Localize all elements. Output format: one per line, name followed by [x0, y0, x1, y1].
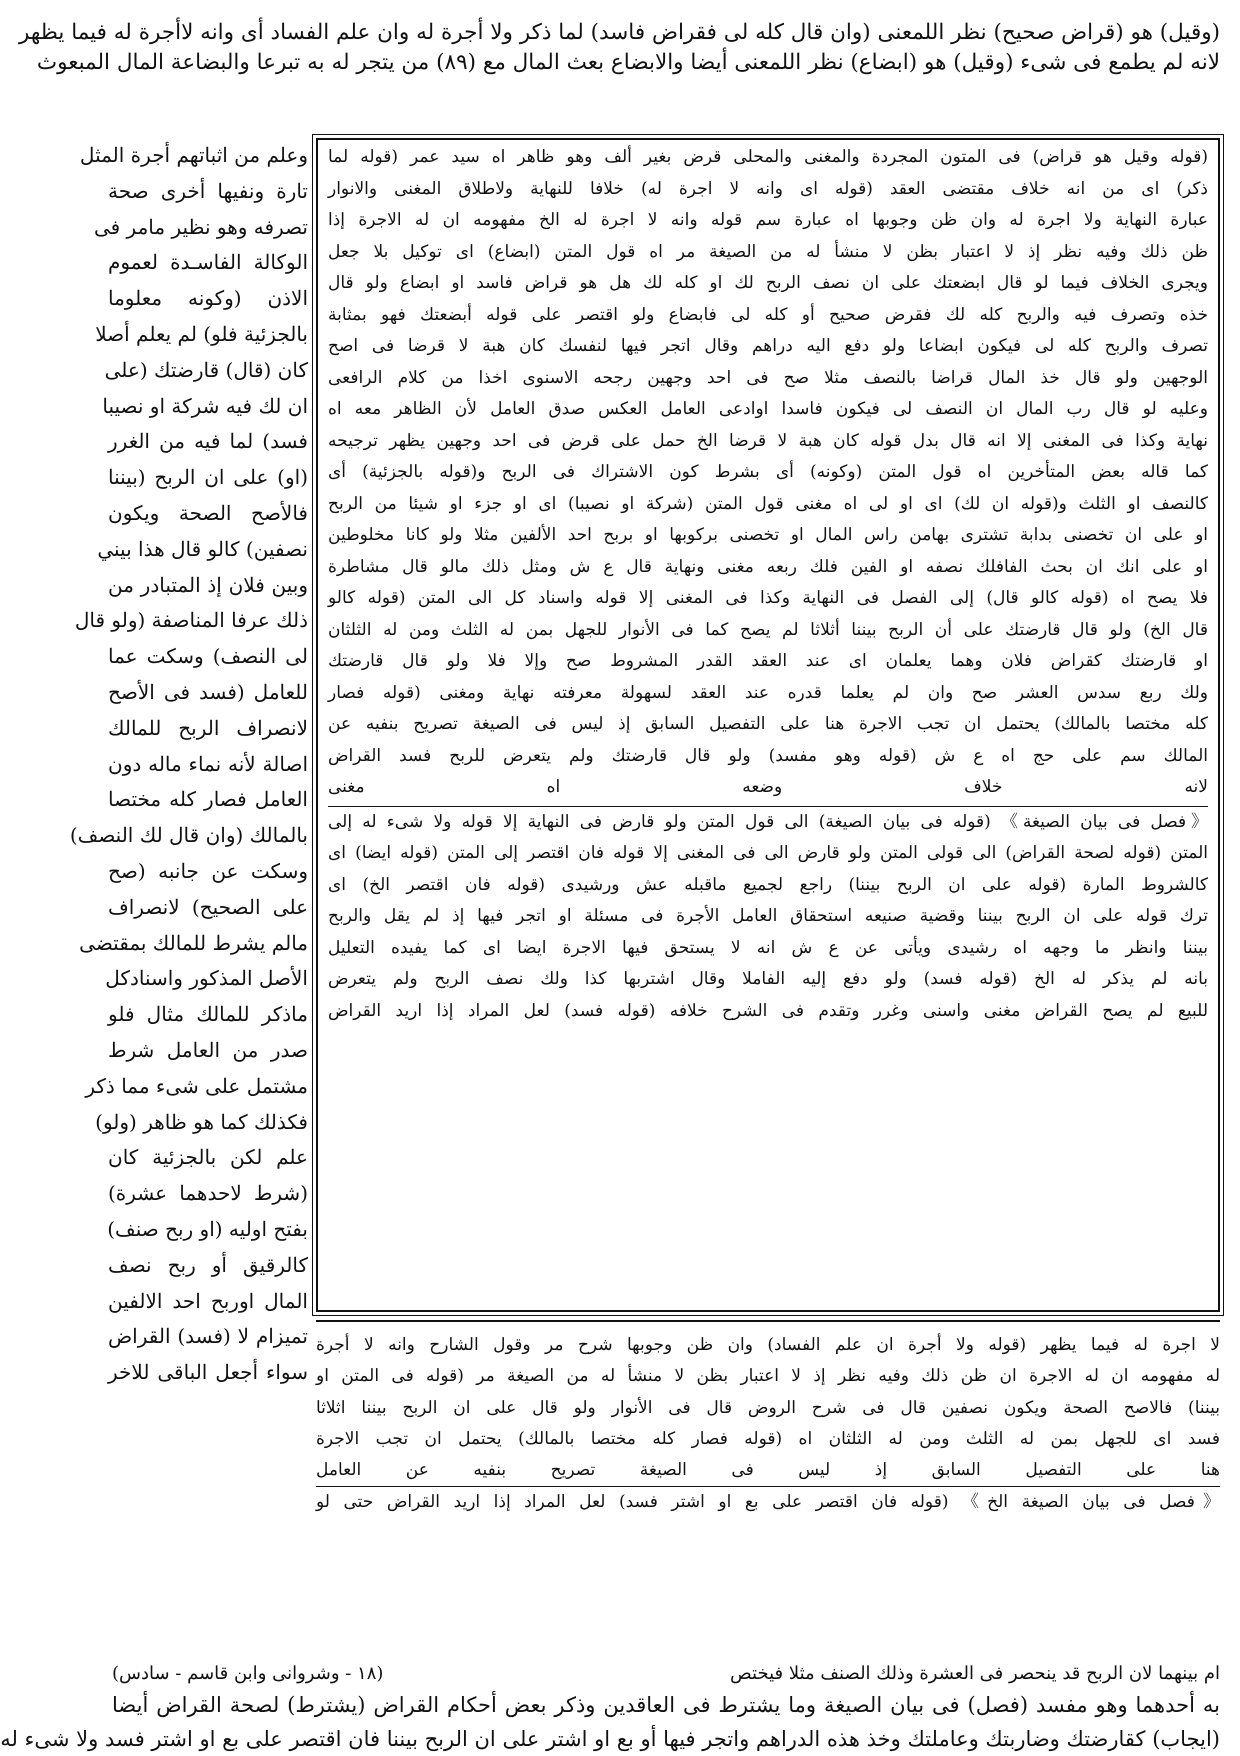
side-column-line: تميزام لا (فسد) القراض	[108, 1324, 308, 1349]
side-column-line: صدر من العامل شرط	[108, 1037, 308, 1062]
lower-commentary-block	[316, 1320, 1220, 1660]
side-column-line: كالرقيق أو ربح نصف	[108, 1252, 308, 1277]
footer-text	[0, 1660, 1220, 1756]
commentary-line: كالشروط المارة (قوله على ان الربح بيننا) راجع لجميع ماقبله عش ورشيدى (قوله فان اقتصر الخ) اى	[328, 874, 1208, 895]
side-column-line: سواء أجعل الباقى للاخر	[108, 1360, 308, 1385]
volume-reference: (١٨ - وشروانى وابن قاسم - سادس)	[112, 1663, 384, 1684]
side-column-line: ماذكر للمالك مثال فلو	[108, 1002, 308, 1027]
lower-commentary-line: 《فصل فى بيان الصيغة الخ》 (قوله فان اقتصر على بع او اشتر فسد) لعل المراد إذا اريد القراض حتى لو	[316, 1486, 1220, 1518]
side-column-line: ان لك فيه شركة او نصيبا	[102, 393, 308, 418]
commentary-line: عبارة النهاية ولا اجرة له وان ظن وجوبها اه عبارة سم قوله وانه لا اجرة له الخ مفهومه ان له الاجرة إذا	[328, 210, 1208, 230]
commentary-line: او قارضتك كقراض فلان وهما يعلمان اى عند العقد القدر المشروط صح وإلا فلا ولو قال قارضتك	[328, 651, 1208, 671]
header-line: لانه لم يطمع فى شىء (وقيل) هو (ابضاع) نظر اللمعنى أيضا والابضاع بعث المال مع (٨٩) من يتجر له به تبرعا والبضاعة المال المبعوث	[36, 50, 1220, 75]
commentary-line: فلا يصح اه (قوله كالو قال) إلى الفصل فى النهاية وكذا فى المغنى إلا قوله واسناد كل الى المتن (قوله كالو	[328, 588, 1208, 608]
lower-commentary-line: لا اجرة له فيما يظهر (قوله ولا أجرة ان علم الفساد) وان ظن وجوبها شرح مر وقول الشارح وانه لا أجرة	[316, 1335, 1220, 1355]
commentary-line: قال الخ) ولو قال قارضتك على أن الربح بيننا أثلاثا لم يصح كما فى الأنوار للجهل بمن له الثلث ومن له الثلثان	[328, 619, 1208, 640]
side-column-line: وسكت عن جانبه (صح	[108, 858, 308, 883]
side-column-line: فكذلك كما هو ظاهر (ولو)	[95, 1109, 308, 1134]
side-column-line: فسد) لما فيه من الغرر	[108, 429, 308, 454]
commentary-line: نهاية وكذا فى المغنى إلا انه قال بدل قوله كان هبة لا قرضا الخ حمل على قرض فى احد وجهين يظهر ترجيحه	[328, 430, 1208, 451]
side-column-text	[69, 138, 308, 1608]
commentary-line: لانه خلاف وضعه اه مغنى	[328, 777, 1208, 797]
side-column-line: كان (قال) قارضتك (على	[104, 357, 308, 382]
side-column-line: نصفين) كالو قال هذا بيني	[97, 536, 308, 561]
side-column-line: الأصل المذكور واسنادكل	[105, 966, 308, 991]
commentary-line: ذكر) اى من انه خلاف مقتضى العقد (قوله اى وانه لا اجرة له) خلافا للنهاية ولاطلاق المغنى والانوار	[328, 178, 1208, 199]
commentary-line: المتن (قوله لصحة القراض) الى قولى المتن ولو قارض الى فى المغنى إلا قوله فان اقتصر إلى المتن (قوله ايضا) اى	[328, 843, 1208, 863]
header-text	[18, 18, 1220, 78]
commentary-line: وعليه لو قال رب المال ان النصف لى فيكون فاسدا اوادعى العامل العكس صدق العامل لأن الظاهر معه اه	[328, 399, 1208, 419]
footnote-continuation: ام بينهما لان الربح قد ينحصر فى العشرة وذلك الصنف مثلا فيختص	[730, 1663, 1220, 1684]
commentary-line: ترك قوله على ان الربح بيننا وقضية صنيعه استحقاق العامل الأجرة فى مسئلة او اتجر فيها إذ لم يقل والربح	[328, 906, 1208, 926]
commentary-line: او على انك ان بحث الفافلك نصفه او الفين فلك ربعه مغنى ونهاية قال ع ش ومثل ذلك مالو قال مشاطرة	[328, 556, 1208, 577]
commentary-line: بيننا وانظر ما وجهه اه رشيدى ويأتى عن ع ش انه لا يستحق فيها الاجرة ايضا اى كما يفيده التعليل	[328, 937, 1208, 958]
side-column-line: للعامل (فسد فى الأصح	[108, 679, 308, 704]
side-column-line: المال اوربح احد الالفين	[108, 1288, 308, 1313]
side-column-line: اصالة لأنه نماء ماله دون	[108, 751, 308, 776]
footer-line: به أحدهما وهو مفسد (فصل) فى بيان الصيغة وما يشترط فى العاقدين وذكر بعض أحكام القراض (يشترط) لصحة القراض أيضا	[112, 1693, 1220, 1717]
side-column-line: مالم يشرط للمالك بمقتضى	[79, 930, 308, 955]
commentary-line: تصرف والربح كله لى فيكون ابضاعا ولو دفع اليه دراهم وقال اتجر فيها لنفسك كان هبة لا قرضا فى اصح	[328, 336, 1208, 356]
side-column-line: الوكالة الفاسـدة لعموم	[108, 250, 308, 275]
side-column-line: مشتمل على شىء مما ذكر	[85, 1073, 308, 1098]
commentary-line: ويجرى الخلاف فيما لو قال ابضعتك على ان نصف الربح لك او كله لك هل هو قراض فاسد او ابضاع ولو قال	[328, 273, 1208, 293]
side-column-line: (او) على ان الربح (بيننا	[108, 465, 308, 490]
commentary-line: ظن ذلك وفيه نظر إذ لا اعتبار بظن لا منشأ له من الصيغة مر اه قول المتن (ابضاع) اى توكيل بلا جعل	[328, 241, 1208, 262]
commentary-line: للبيع لم يصح القراض مغنى واسنى وغرر وتقدم فى الشرح خلافه (قوله فسد) لعل المراد إذا اريد القراض	[328, 1000, 1208, 1021]
commentary-line: كما قاله بعض المتأخرين اه قول المتن (وكونه) أى بشرط كون الاشتراك فى الربح و(قوله بالجزئية) أى	[328, 462, 1208, 482]
side-column-line: الاذن (وكونه معلوما	[108, 286, 308, 311]
commentary-line: او على ان تخصنى بدابة تشترى بهامن راس المال او تخصنى بركوبها او بربح احد الألفين مثلا ولو كانا مخلوطين	[328, 525, 1208, 545]
lower-commentary-line: بيننا) فالاصح الصحة ويكون نصفين قال فى شرح الروض قال فى الأنوار ولو قال على ان الربح بيننا اثلاثا	[316, 1397, 1220, 1418]
commentary-line: ولك ربع سدس العشر صح وان لم يعلما قدره عند العقد لسهولة معرفته نهاية ومغنى (قوله فصار	[328, 682, 1208, 703]
side-column-line: فالأصح الصحة ويكون	[108, 500, 308, 525]
side-column-line: ذلك عرفا المناصفة (ولو قال	[74, 608, 308, 633]
side-column-line: وبين فلان إذ المتبادر من	[108, 572, 308, 597]
commentary-line: المالك سم على حج اه ع ش (قوله وهو مفسد) ولو قال قارضتك ولم يتعرض للربح فسد القراض	[328, 745, 1208, 766]
commentary-line: (قوله وقيل هو قراض) فى المتون المجردة والمغنى والمحلى قرض بغير ألف وهو ظاهر اه سيد عمر (قوله لما	[328, 147, 1208, 167]
commentary-line: كله مختصا بالمالك) يحتمل ان تجب الاجرة هنا على التفصيل السابق إذ ليس فى الصيغة تصريح بنفيه عن	[328, 714, 1208, 734]
side-column-line: تصرفه وهو نظير مامر فى	[93, 214, 308, 239]
header-line: (وقيل) هو (قراض صحيح) نظر اللمعنى (وان قال كله لى فقراض فاسد) لما ذكر ولا أجرة له وان علم الفساد أى وانه لاأجرة له فيما يظهر	[18, 20, 1220, 45]
commentary-line: 《فصل فى بيان الصيغة》 (قوله فى بيان الصيغة) الى قول المتن ولو قارض فى النهاية إلا قوله ولا شىء له إلى	[328, 806, 1208, 839]
commentary-line: بانه لم يذكر له الخ (قوله فسد) ولو دفع إليه الفاملا وقال اشتربها كذا ولك نصف الربح ولم يتعرض	[328, 969, 1208, 989]
commentary-line: كالنصف او الثلث و(قوله ان لك) اى او لى اه مغنى قول المتن (شركة او نصيبا) اى او جزء او شيئا من الربح	[328, 493, 1208, 514]
side-column-line: علم لكن بالجزئية كان	[108, 1145, 308, 1170]
side-column-line: بالمالك (وان قال لك النصف)	[69, 823, 308, 848]
side-column-line: بفتح اوليه (او ربح صنف)	[107, 1216, 308, 1241]
side-column-line: العامل فصار كله مختصا	[108, 787, 308, 812]
commentary-line: خذه وتصرف فيه والربح كله لك فقرض صحيح أو كله لى فابضاع ولو اقتصر على قوله أبضعتك فهو بمثابة	[328, 304, 1208, 325]
footer-line: (ايجاب) كقارضتك وضاربتك وعاملتك وخذ هذه الدراهم واتجر فيها أو بع او اشتر على ان الربح بيننا فان اقتصر على بع او اشتر فسد ولا شىء له	[0, 1727, 1220, 1751]
side-column-line: (شرط لاحدهما عشرة)	[108, 1181, 308, 1206]
side-column-line: بالجزئية فلو) لم يعلم أصلا	[95, 321, 308, 346]
footnote-row	[112, 1660, 1220, 1688]
side-column-line: لانصراف الربح للمالك	[108, 715, 308, 740]
side-column-line: وعلم من اثباتهم أجرة المثل	[79, 143, 308, 167]
lower-commentary-line: هنا على التفصيل السابق إذ ليس فى الصيغة تصريح بنفيه عن العامل	[316, 1460, 1220, 1481]
lower-commentary-line: فسد اى للجهل بمن له الثلث ومن له الثلثان اه (قوله فصار كله مختصا بالمالك) يحتمل ان تجب الاجرة	[316, 1428, 1220, 1449]
side-column-line: تارة ونفيها أخرى صحة	[108, 178, 308, 203]
side-column-line: على الصحيح) لانصراف	[108, 894, 308, 919]
lower-commentary-line: له مفهومه ان له الاجرة ان ظن ذلك وفيه نظر إذ لا اعتبار بظن لا منشأ له من الصيغة مر (قوله فى المتن او	[316, 1366, 1220, 1387]
commentary-line: الوجهين ولو قال خذ المال قراضا بالنصف مثلا صح فى احد وجهين رجحه الاسنوى اخذا من كلام الرافعى	[328, 367, 1208, 388]
main-commentary-box	[316, 138, 1220, 1312]
side-column-line: لى النصف) وسكت عما	[108, 644, 308, 669]
